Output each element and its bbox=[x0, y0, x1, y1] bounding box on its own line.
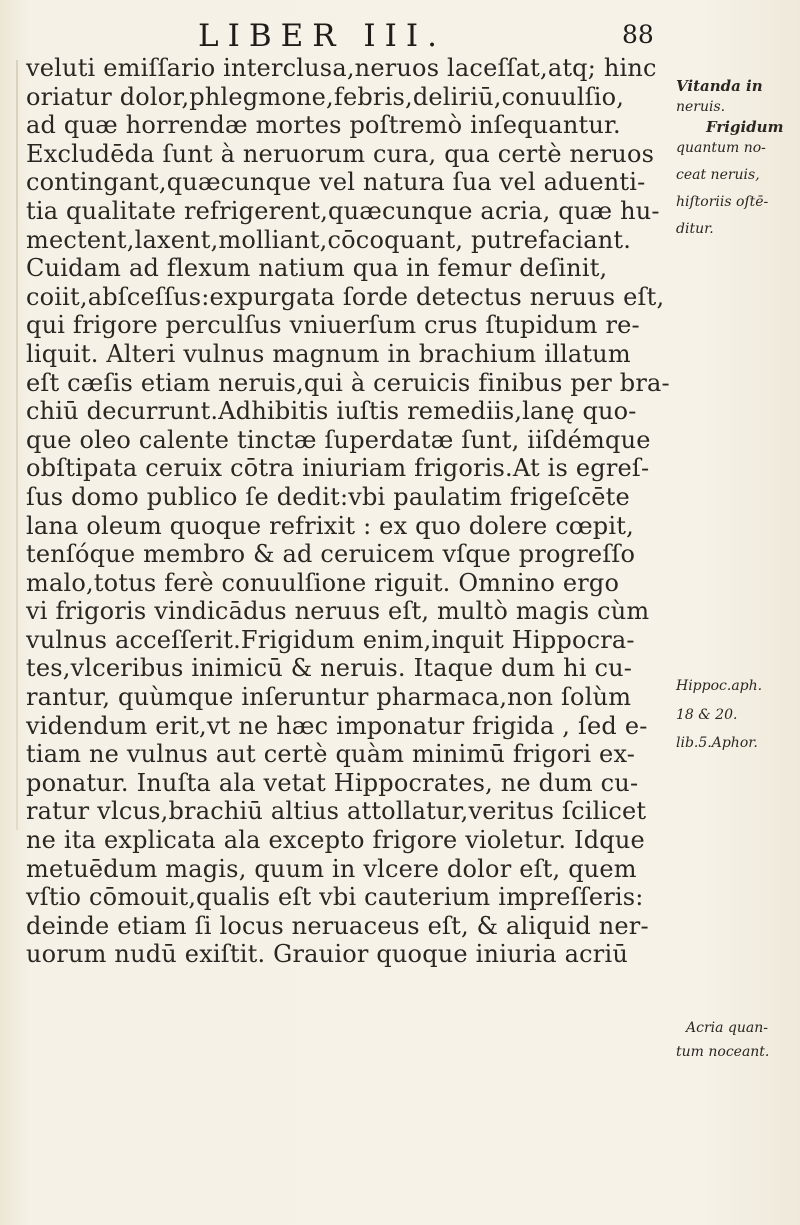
text-line: chiū decurrunt.Adhibitis iuſtis remediis,lanę quo- bbox=[26, 397, 637, 426]
margin-note-frigidum: Frigidum bbox=[706, 118, 784, 136]
main-text-block bbox=[26, 54, 670, 969]
text-line: tia qualitate refrigerent,quæcunque acria, quæ hu- bbox=[26, 196, 660, 225]
text-line: qui frigore perculſus vniuerſum crus ſtupidum re- bbox=[26, 311, 640, 340]
text-line: uorum nudū exiſtit. Grauior quoque iniuria acriū bbox=[26, 940, 628, 969]
text-line: ne ita explicata ala excepto frigore violetur. Idque bbox=[26, 826, 645, 855]
text-line: tes,vlceribus inimicū & neruis. Itaque dum hi cu- bbox=[26, 654, 633, 683]
text-line: liquit. Alteri vulnus magnum in brachium illatum bbox=[26, 339, 631, 368]
margin-note-acria: Acria quan- bbox=[686, 1020, 768, 1036]
margin-note-ceat: ceat neruis, bbox=[676, 167, 760, 183]
text-line: vulnus acceſſerit.Frigidum enim,inquit Hippocra- bbox=[26, 625, 635, 654]
margin-note-hippoc: Hippoc.aph. bbox=[676, 678, 763, 694]
text-line: malo,totus ferè conuulſione riguit. Omnino ergo bbox=[26, 568, 620, 597]
margin-note-noceant: tum noceant. bbox=[676, 1044, 770, 1060]
text-line: veluti emiſſario interclusa,neruos laceſſat,atq; hinc bbox=[26, 54, 657, 82]
text-line: rantur, quùmque inſeruntur pharmaca,non ſolùm bbox=[26, 683, 632, 712]
text-line: metuēdum magis, quum in vlcere dolor eſt, quem bbox=[26, 854, 637, 883]
text-line: coiit,abſceſſus:expurgata ſorde detectus neruus eſt, bbox=[26, 282, 665, 311]
text-line: eſt cæſis etiam neruis,qui à ceruicis finibus per bra- bbox=[26, 368, 670, 397]
page-header bbox=[0, 18, 800, 58]
text-line: tenſóque membro & ad ceruicem vſque progreſſo bbox=[26, 540, 636, 569]
text-line: que oleo calente tinctæ ſuperdatæ ſunt, iiſdémque bbox=[26, 425, 651, 454]
text-line: videndum erit,vt ne hæc imponatur frigida , ſed e- bbox=[26, 711, 648, 740]
text-line: ponatur. Inuſta ala vetat Hippocrates, ne dum cu- bbox=[26, 768, 639, 797]
text-line: Excludēda ſunt à neruorum cura, qua certè neruos bbox=[26, 139, 655, 168]
text-line: obſtipata ceruix cōtra iniuriam frigoris.At is egreſ- bbox=[26, 454, 650, 483]
running-title: LIBER III. bbox=[198, 18, 447, 54]
text-line: ad quæ horrendæ mortes poſtremò inſequantur. bbox=[26, 111, 621, 140]
margin-note-lib5: lib.5.Aphor. bbox=[676, 735, 758, 751]
margin-note-quantum: quantum no- bbox=[676, 140, 766, 156]
margin-note-neruis: neruis. bbox=[676, 99, 726, 115]
gutter-shadow bbox=[16, 60, 18, 830]
margin-note-ditur: ditur. bbox=[676, 221, 714, 237]
text-line: lana oleum quoque refrixit : ex quo dolere cœpit, bbox=[26, 511, 634, 540]
margin-note-aph-numbers: 18 & 20. bbox=[676, 707, 738, 723]
text-line: deinde etiam ſi locus neruaceus eſt, & aliquid ner- bbox=[26, 911, 649, 940]
text-line: ſus domo publico ſe dedit:vbi paulatim frigeſcēte bbox=[26, 482, 630, 511]
text-line: vſtio cōmouit,qualis eſt vbi cauterium impreſſeris: bbox=[26, 883, 644, 912]
margin-note-vitanda: Vitanda in bbox=[676, 77, 763, 95]
margin-note-historiis: hiſtoriis oſtē- bbox=[676, 194, 769, 210]
text-line: tiam ne vulnus aut certè quàm minimū frigori ex- bbox=[26, 740, 636, 769]
text-line: mectent,laxent,molliant,cōcoquant, putrefaciant. bbox=[26, 225, 632, 254]
text-line: Cuidam ad flexum natium qua in femur deſinit, bbox=[26, 254, 608, 283]
text-line: contingant,quæcunque vel natura ſua vel aduenti- bbox=[26, 168, 646, 197]
text-line: oriatur dolor,phlegmone,febris,deliriū,conuulſio, bbox=[26, 82, 625, 111]
text-line: ratur vlcus,brachiū altius attollatur,veritus ſcilicet bbox=[26, 797, 647, 826]
page-number: 88 bbox=[622, 20, 654, 49]
text-line: vi frigoris vindicādus neruus eſt, multò magis cùm bbox=[26, 597, 650, 626]
